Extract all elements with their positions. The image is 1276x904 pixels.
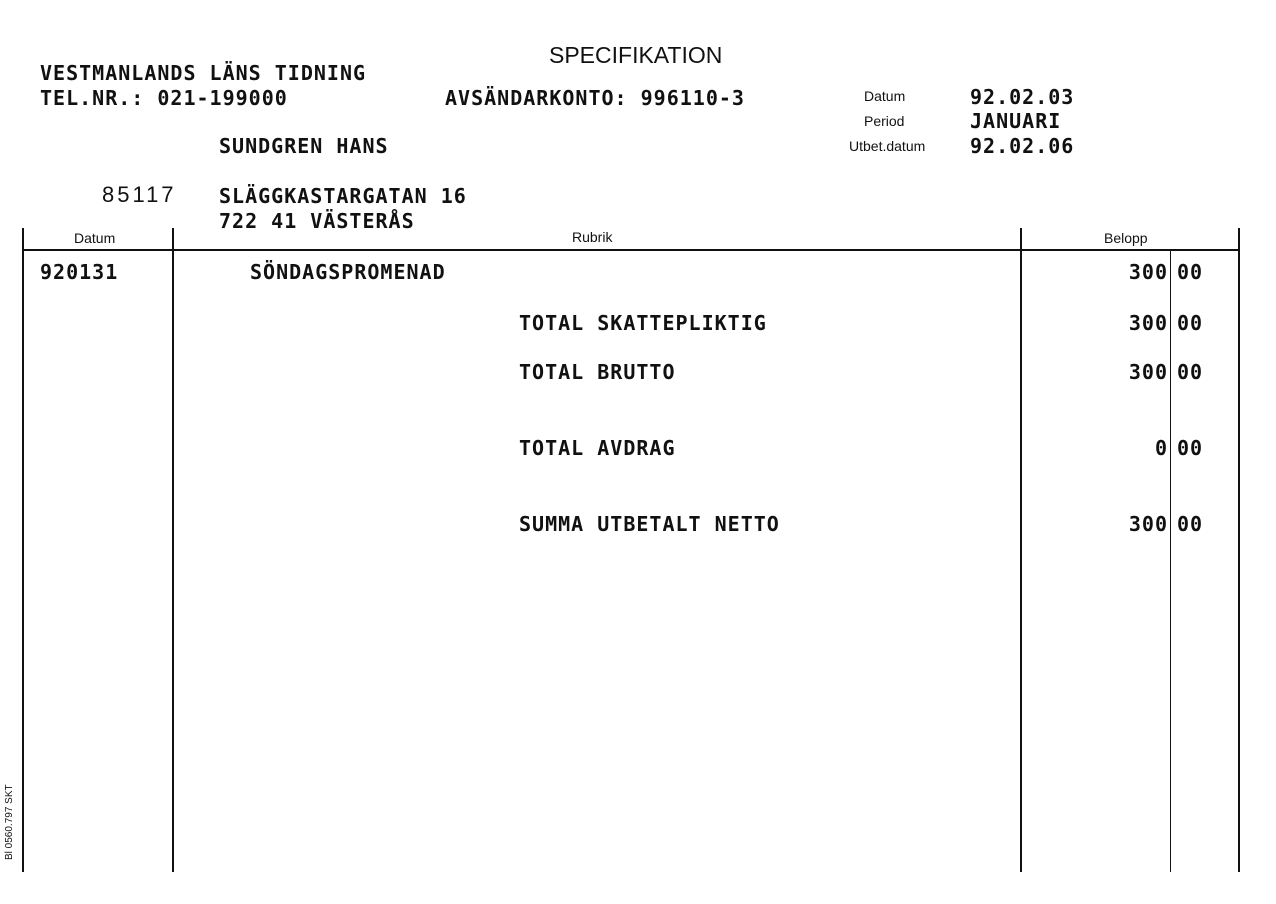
row-amount-kr: 0 (1154, 436, 1168, 460)
form-code: Bl 0560.797 SKT (4, 784, 15, 860)
table-divider-date (172, 228, 174, 872)
recipient-postal: 722 41 VÄSTERÅS (219, 209, 415, 233)
recipient-name: SUNDGREN HANS (219, 134, 389, 158)
meta-value-payout-date: 92.02.06 (970, 134, 1075, 158)
sender-account: AVSÄNDARKONTO: 996110-3 (445, 86, 745, 110)
company-name: VESTMANLANDS LÄNS TIDNING (40, 61, 367, 85)
meta-label-date: Datum (864, 88, 906, 104)
row-rubric: TOTAL AVDRAG (519, 436, 676, 460)
meta-label-period: Period (864, 113, 905, 129)
row-rubric: SUMMA UTBETALT NETTO (519, 512, 780, 536)
row-rubric: TOTAL SKATTEPLIKTIG (519, 311, 767, 335)
header-rubric: Rubrik (572, 229, 613, 245)
meta-value-date: 92.02.03 (970, 85, 1075, 109)
header-amount: Belopp (1104, 230, 1148, 246)
row-amount-kr: 300 (1128, 311, 1168, 335)
row-amount-kr: 300 (1128, 512, 1168, 536)
row-amount-kr: 300 (1128, 360, 1168, 384)
header-date: Datum (74, 230, 116, 246)
table-header-rule (22, 249, 1240, 251)
row-amount-ore: 00 (1177, 360, 1204, 384)
company-phone: TEL.NR.: 021-199000 (40, 86, 288, 110)
table-border-right (1238, 228, 1240, 872)
row-date: 920131 (40, 260, 119, 284)
row-rubric: TOTAL BRUTTO (519, 360, 676, 384)
document-title: SPECIFIKATION (549, 42, 723, 68)
row-amount-ore: 00 (1177, 311, 1204, 335)
meta-value-period: JANUARI (970, 109, 1062, 133)
row-amount-ore: 00 (1177, 260, 1204, 284)
recipient-id: 85117 (102, 182, 177, 207)
row-amount-ore: 00 (1177, 512, 1204, 536)
table-divider-rubric (1020, 228, 1022, 872)
meta-label-payout-date: Utbet.datum (849, 138, 926, 154)
table-border-left (22, 228, 24, 872)
row-amount-ore: 00 (1177, 436, 1204, 460)
row-rubric: SÖNDAGSPROMENAD (250, 260, 446, 284)
row-amount-kr: 300 (1128, 260, 1168, 284)
recipient-street: SLÄGGKASTARGATAN 16 (219, 184, 467, 208)
table-divider-decimal (1170, 250, 1171, 872)
